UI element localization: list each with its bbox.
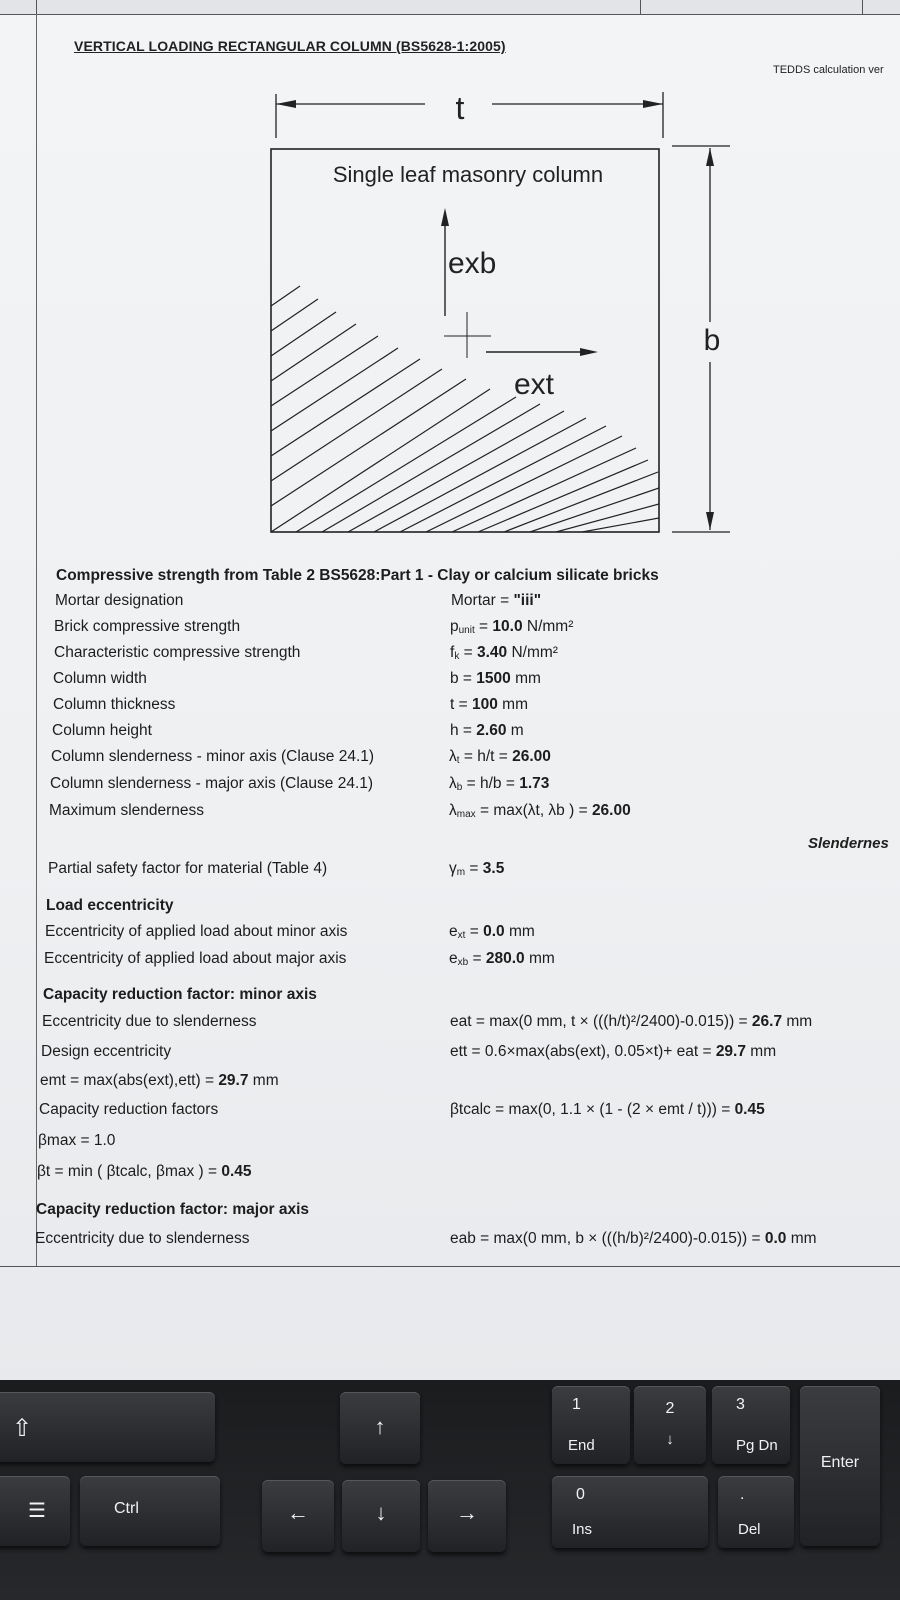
row-value: $p_{unit} = 10.0$ N/mm²: [450, 618, 574, 636]
exb-label: exb: [448, 247, 497, 280]
column-label: Single leaf masonry column: [332, 162, 604, 187]
row-label: Characteristic compressive strength: [54, 644, 301, 661]
row-label: Eccentricity due to slenderness: [42, 1013, 257, 1030]
row-label: Column slenderness - major axis (Clause 24.1): [50, 775, 374, 792]
end-label: End: [568, 1437, 595, 1454]
row-value: $\lambda_{max} = \max(\lambda t$, λb ) = 26.00: [449, 802, 631, 820]
del-label: Del: [738, 1521, 761, 1538]
row-value: $f_k = 3.40$ N/mm²: [450, 644, 558, 662]
menu-key[interactable]: [0, 1476, 70, 1546]
row-value: $e_{xt} = 0.0$ mm: [449, 923, 535, 941]
row-label: Maximum slenderness: [49, 802, 205, 819]
emt-formula: emt = max(abs(ext),ett) = 29.7 mm: [40, 1072, 279, 1089]
row-label: Partial safety factor for material (Table 4): [48, 860, 328, 877]
row-label: Eccentricity of applied load about minor axis: [45, 923, 348, 940]
row-value: Mortar = "iii": [451, 592, 542, 609]
row-label: Column width: [53, 670, 147, 687]
row-label: Eccentricity due to slenderness: [35, 1230, 250, 1247]
arrow-down-key[interactable]: [342, 1480, 420, 1552]
row-label: Mortar designation: [55, 592, 184, 609]
row-label: Column thickness: [53, 696, 176, 713]
numpad-dot-del-key[interactable]: [718, 1476, 794, 1548]
section-load-eccentricity-heading: Load eccentricity: [46, 897, 174, 914]
arrow-up-key[interactable]: [340, 1392, 420, 1464]
page-top-border: [0, 0, 900, 15]
ins-label: Ins: [572, 1521, 593, 1538]
arrow-down-icon: ↓: [375, 1500, 387, 1525]
numpad-0-ins-key[interactable]: [552, 1476, 708, 1548]
row-value: b = 1500 mm: [450, 670, 541, 687]
enter-key[interactable]: [800, 1386, 880, 1546]
numpad-3-label: 3: [736, 1396, 745, 1413]
row-value: $\lambda_b = h/b = 1.73$: [449, 775, 550, 793]
row-value: $\gamma_m = 3.5$: [449, 860, 505, 878]
row-label: Brick compressive strength: [54, 618, 241, 635]
numpad-1-label: 1: [572, 1396, 581, 1413]
numpad-dot-label: .: [740, 1486, 745, 1503]
row-value: $\lambda_t = h/t = 26.00$: [449, 748, 551, 766]
column-outline: [271, 149, 659, 532]
arrow-right-icon: →: [456, 1500, 478, 1525]
row-value: eat = max(0 mm, t × (((h/t)²/2400)-0.015)) = 26.7 mm: [450, 1013, 813, 1030]
tedds-version-note: TEDDS calculation ver: [773, 64, 884, 76]
keyboard: [0, 1380, 900, 1600]
beta-t-formula: βt = min ( βtcalc, βmax ) = 0.45: [37, 1163, 252, 1180]
arrow-up-icon: ↑: [374, 1414, 386, 1439]
row-value: βtcalc = max(0, 1.1 × (1 - (2 × emt / t))) = 0.45: [450, 1101, 765, 1118]
slenderness-side-note: Slendernes: [808, 835, 889, 852]
page-bottom-rule: [0, 1266, 900, 1267]
page-frame-line: [36, 14, 37, 1266]
row-value: h = 2.60 m: [450, 722, 524, 739]
row-label: Eccentricity of applied load about major axis: [44, 950, 347, 967]
row-label: Design eccentricity: [41, 1043, 172, 1060]
section-compressive-heading: Compressive strength from Table 2 BS5628:Part 1 - Clay or calcium silicate bricks: [56, 567, 659, 584]
numpad-2-down-icon: ↓: [666, 1431, 674, 1448]
row-value: t = 100 mm: [450, 696, 528, 713]
pgdn-label: Pg Dn: [736, 1437, 778, 1454]
enter-label: Enter: [820, 1454, 860, 1471]
arrow-left-icon: ←: [287, 1500, 309, 1525]
t-dimension-label: t: [455, 90, 465, 126]
b-dimension-label: b: [703, 324, 721, 357]
row-value: ett = 0.6×max(abs(ext), 0.05×t)+ eat = 29.7 mm: [450, 1043, 777, 1060]
section-major-axis-heading: Capacity reduction factor: major axis: [36, 1201, 310, 1218]
row-label: Capacity reduction factors: [39, 1101, 219, 1118]
ext-label: ext: [514, 368, 555, 401]
section-minor-axis-heading: Capacity reduction factor: minor axis: [43, 986, 317, 1003]
row-value: $e_{xb} = 280.0$ mm: [449, 950, 555, 968]
arrow-right-key[interactable]: [428, 1480, 506, 1552]
menu-icon: ☰: [28, 1500, 46, 1522]
row-value: eab = max(0 mm, b × (((h/b)²/2400)-0.015)) = 0.0 mm: [450, 1230, 817, 1247]
numpad-2-key[interactable]: [634, 1386, 706, 1464]
beta-max-formula: βmax = 1.0: [38, 1132, 116, 1149]
ctrl-key[interactable]: [80, 1476, 220, 1546]
numpad-2-label: 2: [665, 1400, 675, 1417]
numpad-3-pgdn-key[interactable]: [712, 1386, 790, 1464]
ctrl-label: Ctrl: [114, 1500, 139, 1517]
numpad-0-label: 0: [576, 1486, 585, 1503]
numpad-1-end-key[interactable]: [552, 1386, 630, 1464]
arrow-left-key[interactable]: [262, 1480, 334, 1552]
shift-icon: ⇧: [12, 1415, 33, 1442]
row-label: Column height: [52, 722, 152, 739]
column-section-diagram: [260, 86, 740, 536]
row-label: Column slenderness - minor axis (Clause 24.1): [51, 748, 375, 765]
document-title: VERTICAL LOADING RECTANGULAR COLUMN (BS5628-1:2005): [74, 38, 506, 54]
shift-key[interactable]: [0, 1392, 215, 1462]
